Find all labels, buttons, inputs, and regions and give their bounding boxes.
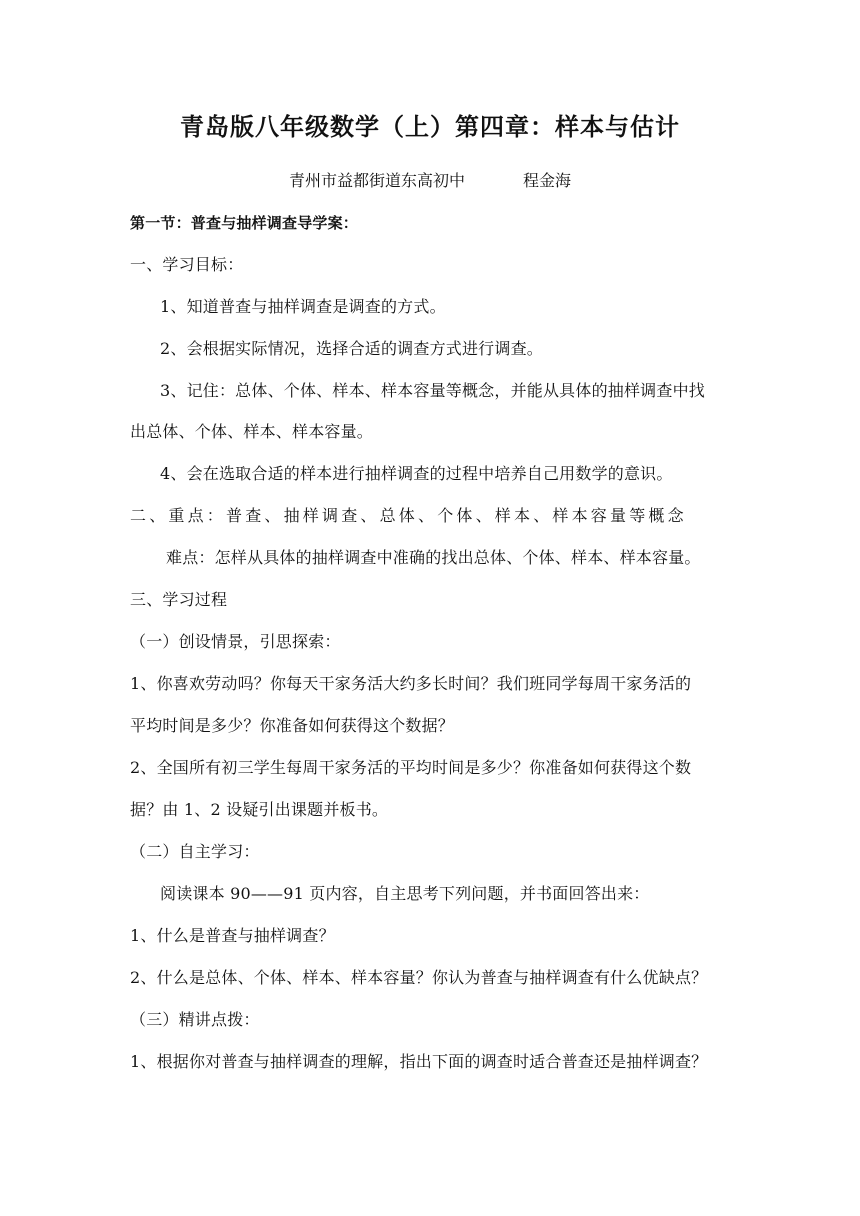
goal-3-line-2: 出总体、个体、样本、样本容量。 [130, 422, 374, 441]
process-heading: 三、学习过程 [130, 590, 228, 609]
explain-question-1: 1、根据你对普查与抽样调查的理解，指出下面的调查时适合普查还是抽样调查？ [130, 1052, 708, 1071]
question-1-line-2: 平均时间是多少？你准备如何获得这个数据？ [130, 716, 455, 735]
document-title: 青岛版八年级数学（上）第四章：样本与估计 [180, 113, 680, 141]
author-name: 程金海 [523, 171, 572, 190]
self-study-question-2: 2、什么是总体、个体、样本、样本容量？你认为普查与抽样调查有什么优缺点？ [130, 968, 708, 987]
section-heading: 第一节：普查与抽样调查导学案： [130, 214, 359, 232]
goals-heading: 一、学习目标： [130, 255, 244, 274]
author-line [0, 170, 860, 192]
reading-task: 阅读课本 90——91 页内容，自主思考下列问题，并书面回答出来： [160, 884, 650, 903]
self-study-question-1: 1、什么是普查与抽样调查？ [130, 926, 335, 945]
goal-4: 4、会在选取合适的样本进行抽样调查的过程中培养自己用数学的意识。 [160, 464, 673, 483]
goal-3-line-1: 3、记住：总体、个体、样本、样本容量等概念，并能从具体的抽样调查中找 [160, 381, 705, 400]
goal-1: 1、知道普查与抽样调查是调查的方式。 [160, 297, 446, 316]
part-2-heading: （二）自主学习： [130, 842, 260, 861]
key-points: 二、重点：普查、抽样调查、总体、个体、样本、样本容量等概念 [130, 506, 687, 525]
author-school: 青州市益都街道东高初中 [288, 171, 465, 190]
difficult-points: 难点：怎样从具体的抽样调查中准确的找出总体、个体、样本、样本容量。 [166, 548, 701, 567]
part-3-heading: （三）精讲点拨： [130, 1010, 260, 1029]
part-1-heading: （一）创设情景，引思探索： [130, 632, 341, 651]
question-1-line-1: 1、你喜欢劳动吗？你每天干家务活大约多长时间？我们班同学每周干家务活的 [130, 674, 692, 693]
question-2-line-2: 据？由 1、2 设疑引出课题并板书。 [130, 800, 389, 819]
goal-2: 2、会根据实际情况，选择合适的调查方式进行调查。 [160, 339, 543, 358]
question-2-line-1: 2、全国所有初三学生每周干家务活的平均时间是多少？你准备如何获得这个数 [130, 758, 692, 777]
